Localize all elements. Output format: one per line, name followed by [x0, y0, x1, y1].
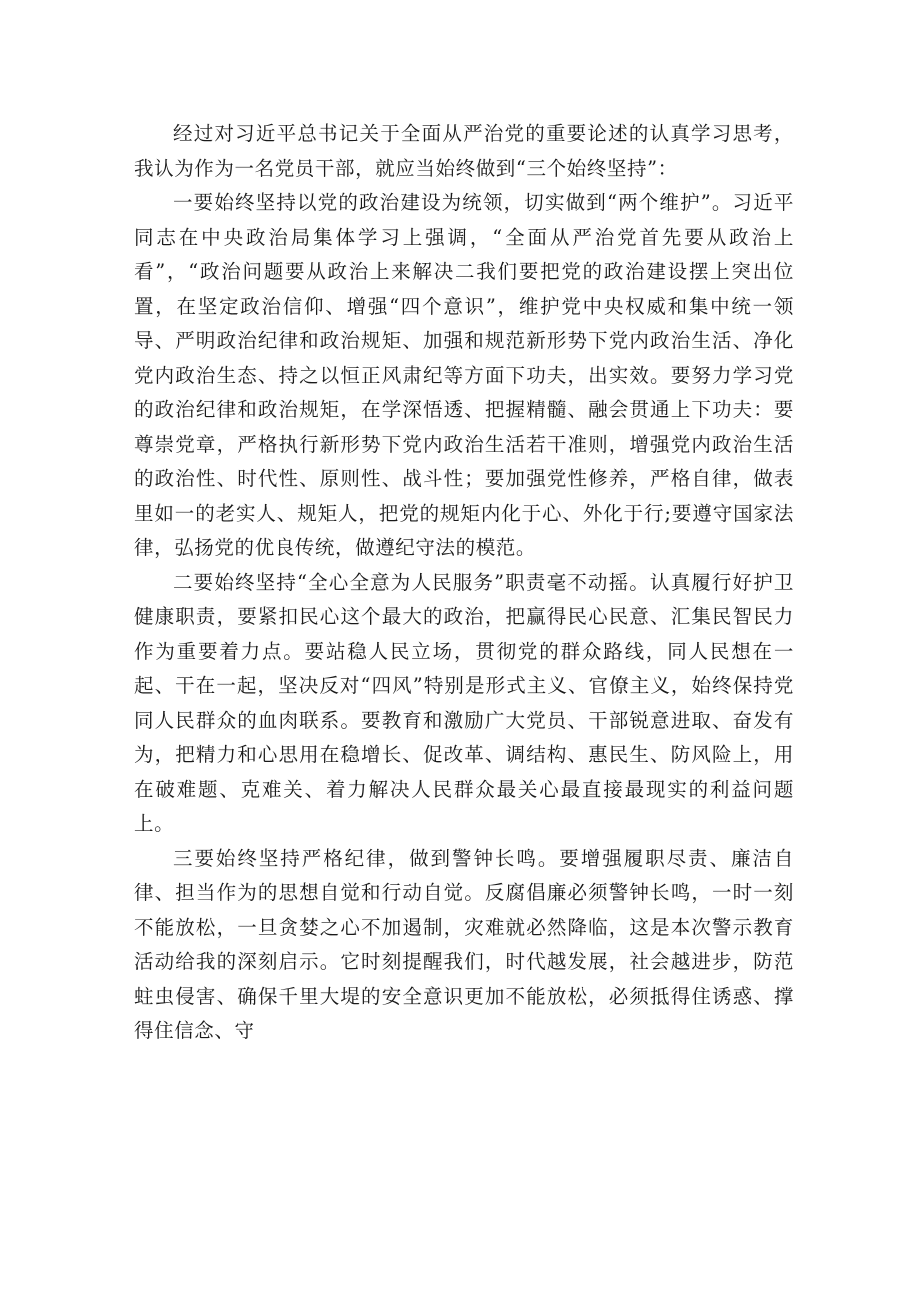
paragraph-first-point: 一要始终坚持以党的政治建设为统领，切实做到“两个维护”。习近平同志在中央政治局集体学习上强调，“全面从严治党首先要从政治上看”，“政治问题要从政治上来解决二我们要把党的政治建设摆上突出位置，在坚定政治信仰、增强“四个意识”，维护党中央权威和集中统一领导、严明政治纪律和政治规矩、加强和规范新形势下党内政治生活、净化党内政治生态、持之以恒正风肃纪等方面下功夫，出实效。要努力学习党的政治纪律和政治规矩，在学深悟透、把握精髓、融会贯通上下功夫：要尊崇党章，严格执行新形势下党内政治生活若干准则，增强党内政治生活的政治性、时代性、原则性、战斗性；要加强党性修养，严格自律，做表里如一的老实人、规矩人，把党的规矩内化于心、外化于行;要遵守国家法律，弘扬党的优良传统，做遵纪守法的模范。: [134, 191, 794, 559]
document-body: [134, 117, 794, 1049]
paragraph-third-point: 三要始终坚持严格纪律，做到警钟长鸣。要增强履职尽责、廉洁自律、担当作为的思想自觉和行动自觉。反腐倡廉必须警钟长鸣，一时一刻不能放松，一旦贪婪之心不加遏制，灾难就必然降临，这是本次警示教育活动给我的深刻启示。它时刻提醒我们，时代越发展，社会越进步，防范蛀虫侵害、确保千里大堤的安全意识更加不能放松，必须抵得住诱惑、撑得住信念、守: [134, 846, 794, 1042]
paragraph-second-point: 二要始终坚持“全心全意为人民服务”职责毫不动摇。认真履行好护卫健康职责，要紧扣民心这个最大的政治，把赢得民心民意、汇集民智民力作为重要着力点。要站稳人民立场，贯彻党的群众路线，同人民想在一起、干在一起，坚决反对“四风”特别是形式主义、官僚主义，始终保持党同人民群众的血肉联系。要教育和激励广大党员、干部锐意进取、奋发有为，把精力和心思用在稳增长、促改革、调结构、惠民生、防风险上，用在破难题、克难关、着力解决人民群众最关心最直接最现实的利益问题上。: [134, 570, 794, 835]
paragraph-intro: 经过对习近平总书记关于全面从严治党的重要论述的认真学习思考，我认为作为一名党员干部，就应当始终做到“三个始终坚持”：: [134, 122, 794, 180]
